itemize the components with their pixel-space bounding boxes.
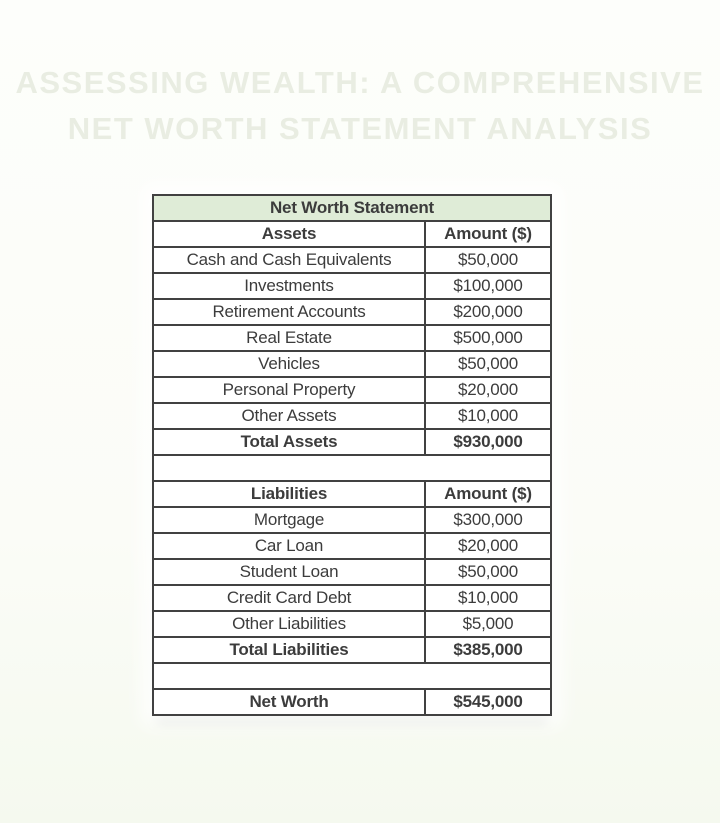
table-row — [153, 351, 551, 377]
net-worth-row — [153, 689, 551, 715]
table-row — [153, 299, 551, 325]
total-amount-cell: $930,000 — [425, 429, 551, 455]
row-amount-cell: $5,000 — [425, 611, 551, 637]
total-label-cell: Total Liabilities — [153, 637, 425, 663]
table-row — [153, 247, 551, 273]
liabilities-header-amount: Amount ($) — [425, 481, 551, 507]
liabilities-header-row — [153, 481, 551, 507]
spacer-cell — [153, 455, 551, 481]
table-row — [153, 377, 551, 403]
spacer-row — [153, 663, 551, 689]
assets-total-row — [153, 429, 551, 455]
spacer-cell — [153, 663, 551, 689]
table-row — [153, 611, 551, 637]
net-worth-table — [152, 194, 552, 716]
row-label-cell: Vehicles — [153, 351, 425, 377]
table-row — [153, 533, 551, 559]
assets-header-amount: Amount ($) — [425, 221, 551, 247]
assets-header-row — [153, 221, 551, 247]
net-worth-label: Net Worth — [153, 689, 425, 715]
assets-header-label: Assets — [153, 221, 425, 247]
row-label-cell: Mortgage — [153, 507, 425, 533]
table-row — [153, 585, 551, 611]
row-label-cell: Other Liabilities — [153, 611, 425, 637]
total-amount-cell: $385,000 — [425, 637, 551, 663]
table-title-row — [153, 195, 551, 221]
row-amount-cell: $50,000 — [425, 559, 551, 585]
table-row — [153, 325, 551, 351]
row-amount-cell: $50,000 — [425, 351, 551, 377]
row-amount-cell: $20,000 — [425, 533, 551, 559]
row-amount-cell: $50,000 — [425, 247, 551, 273]
hero-title-line2: NET WORTH STATEMENT ANALYSIS — [67, 111, 653, 146]
row-label-cell: Investments — [153, 273, 425, 299]
hero-title-line1: ASSESSING WEALTH: A COMPREHENSIVE — [15, 65, 705, 100]
table-row — [153, 403, 551, 429]
row-amount-cell: $10,000 — [425, 585, 551, 611]
row-label-cell: Student Loan — [153, 559, 425, 585]
row-label-cell: Personal Property — [153, 377, 425, 403]
row-label-cell: Retirement Accounts — [153, 299, 425, 325]
row-label-cell: Real Estate — [153, 325, 425, 351]
row-amount-cell: $20,000 — [425, 377, 551, 403]
liabilities-total-row — [153, 637, 551, 663]
net-worth-amount: $545,000 — [425, 689, 551, 715]
row-amount-cell: $200,000 — [425, 299, 551, 325]
row-label-cell: Cash and Cash Equivalents — [153, 247, 425, 273]
row-label-cell: Other Assets — [153, 403, 425, 429]
row-amount-cell: $500,000 — [425, 325, 551, 351]
spacer-row — [153, 455, 551, 481]
table-title: Net Worth Statement — [153, 195, 551, 221]
table-row — [153, 507, 551, 533]
row-amount-cell: $300,000 — [425, 507, 551, 533]
hero-title — [0, 60, 720, 152]
table-row — [153, 559, 551, 585]
row-label-cell: Credit Card Debt — [153, 585, 425, 611]
row-amount-cell: $100,000 — [425, 273, 551, 299]
row-amount-cell: $10,000 — [425, 403, 551, 429]
table-row — [153, 273, 551, 299]
liabilities-header-label: Liabilities — [153, 481, 425, 507]
row-label-cell: Car Loan — [153, 533, 425, 559]
total-label-cell: Total Assets — [153, 429, 425, 455]
